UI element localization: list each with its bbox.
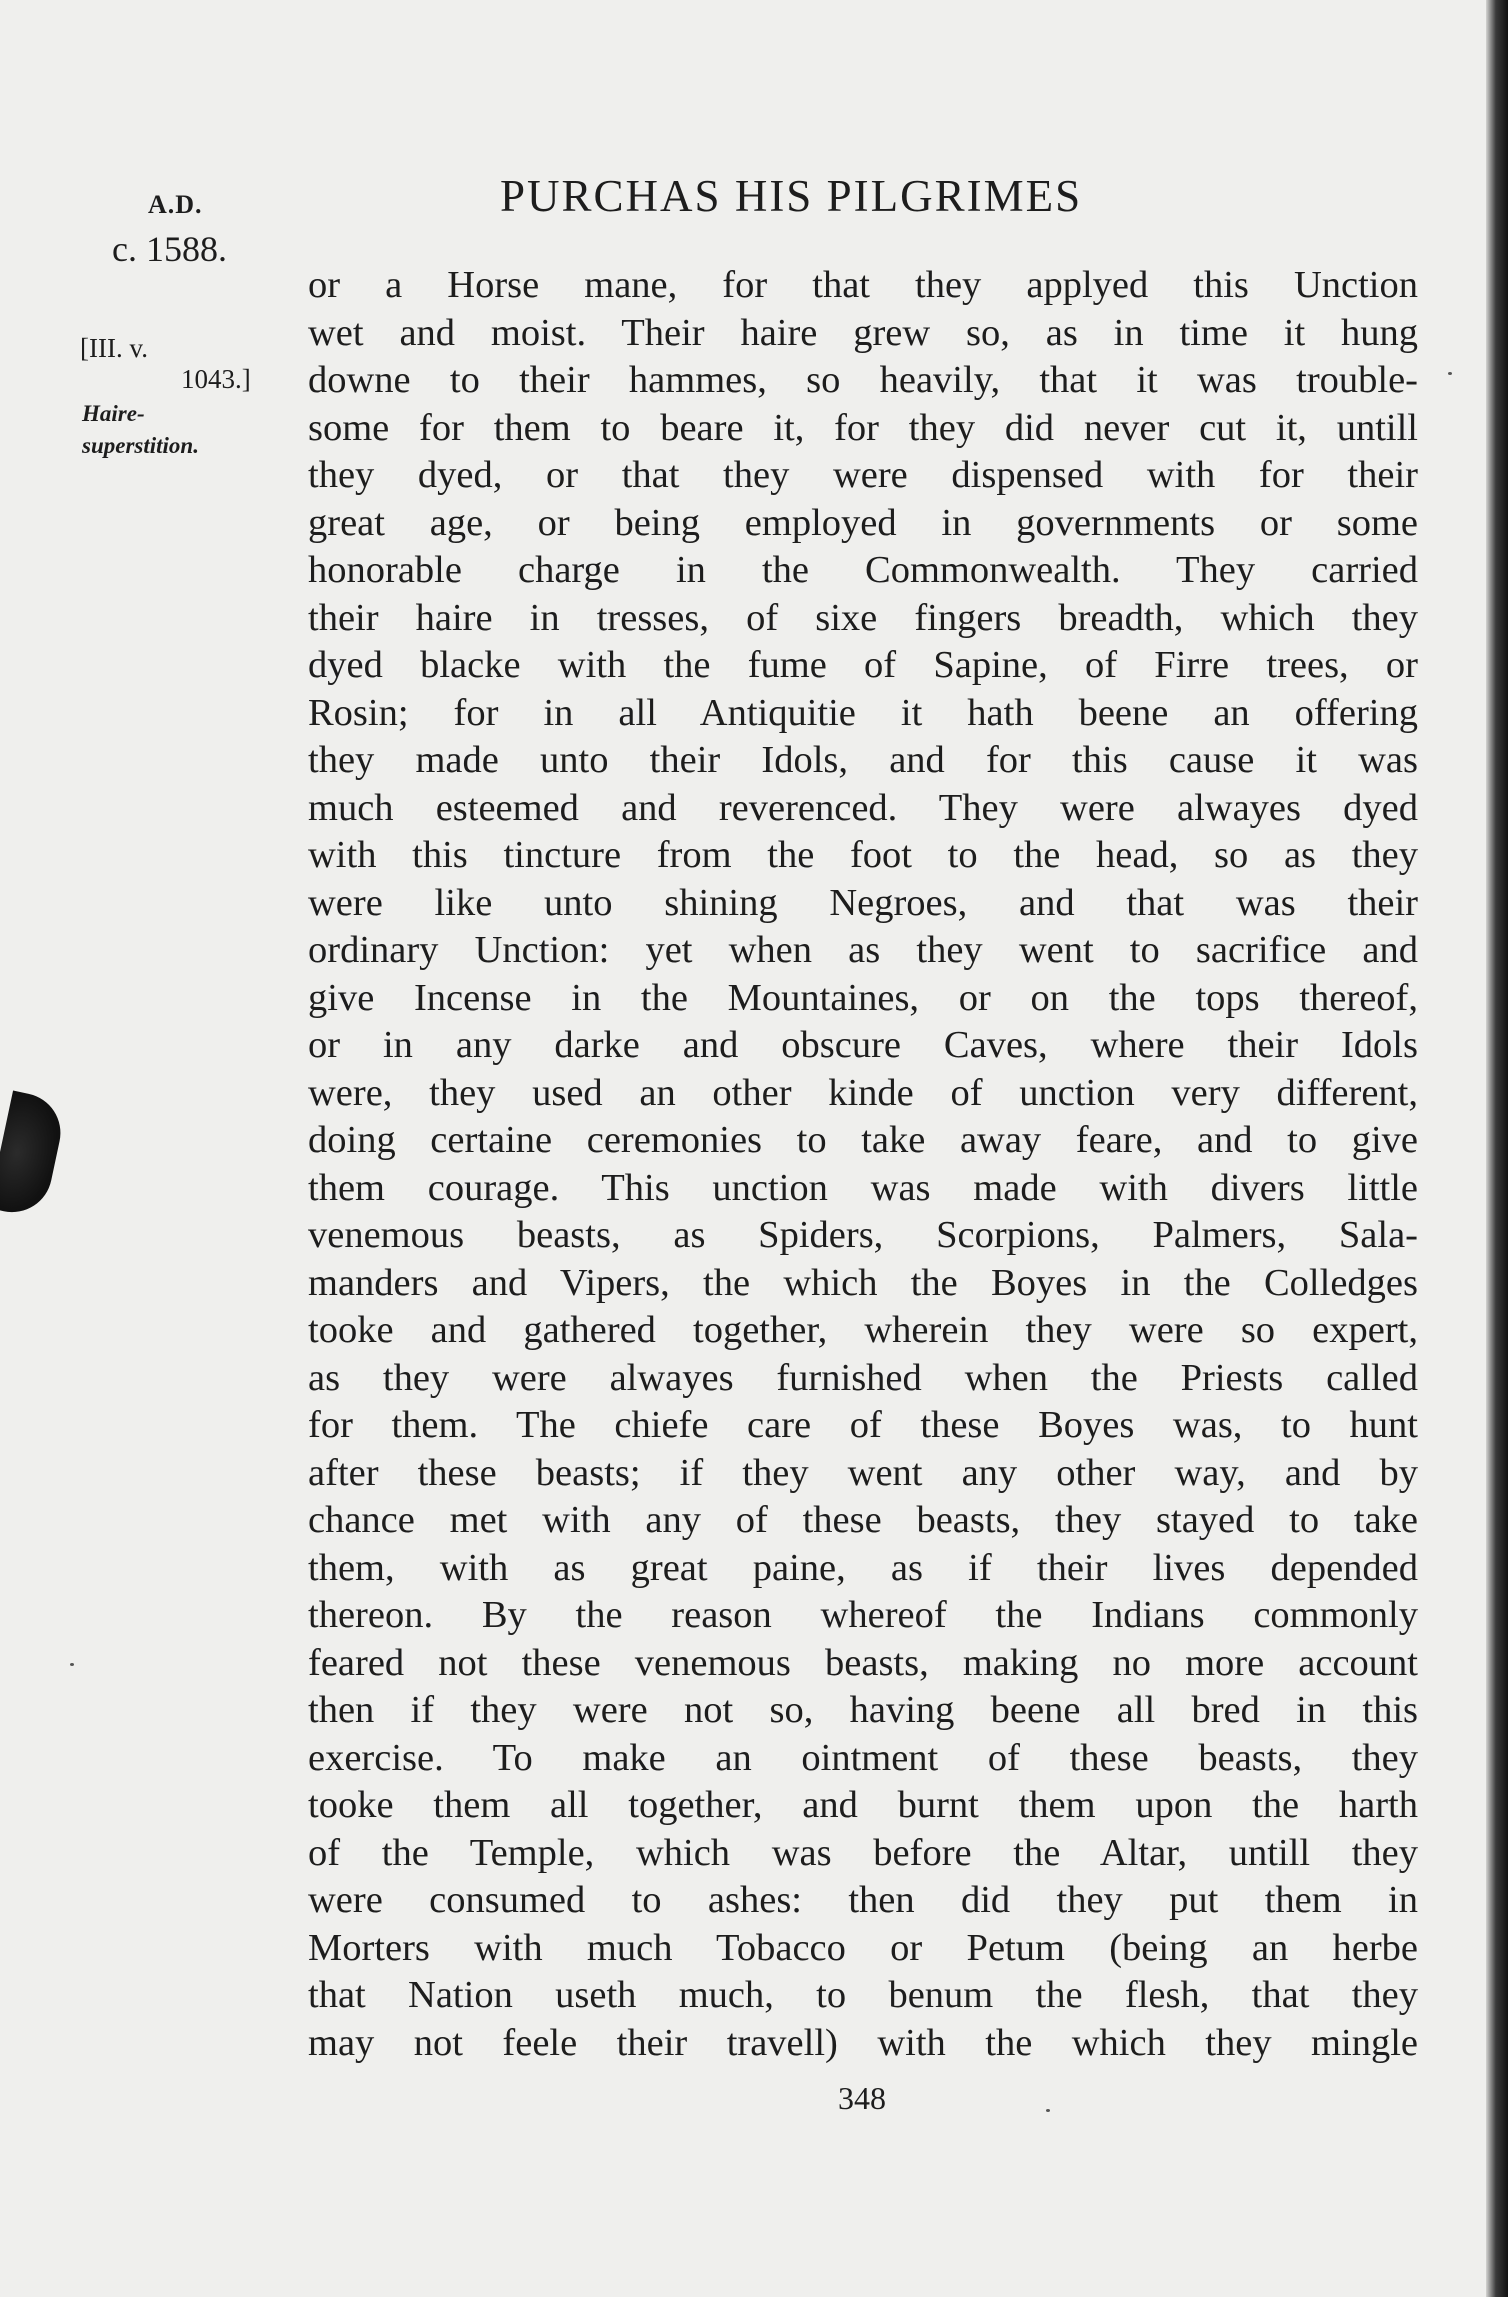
body-line: tooke them all together, and burnt them upon the harth — [308, 1784, 1418, 1826]
scanner-thumb — [0, 1090, 68, 1219]
body-line: may not feele their travell) with the which they mingle — [308, 2021, 1418, 2064]
body-line: exercise. To make an ointment of these beasts, they — [308, 1736, 1418, 1779]
scan-speck — [70, 1663, 74, 1666]
body-line: they made unto their Idols, and for this cause it was — [308, 739, 1418, 781]
body-line: manders and Vipers, the which the Boyes in the Colledges — [308, 1261, 1418, 1304]
body-line: then if they were not so, having beene all bred in this — [308, 1689, 1418, 1731]
side-note-line-2: superstition. — [82, 433, 199, 458]
body-line: after these beasts; if they went any other way, and by — [308, 1451, 1418, 1494]
side-note-line-1: Haire- — [82, 401, 145, 426]
body-line: downe to their hammes, so heavily, that it was trouble- — [308, 359, 1418, 401]
body-line: doing certaine ceremonies to take away feare, and to give — [308, 1119, 1418, 1161]
body-line: some for them to beare it, for they did never cut it, untill — [308, 406, 1418, 449]
body-line: venemous beasts, as Spiders, Scorpions, Palmers, Sala- — [308, 1214, 1418, 1256]
body-line: with this tincture from the foot to the head, so as they — [308, 834, 1418, 876]
page-number: 348 — [838, 2080, 886, 2116]
body-line: tooke and gathered together, wherein they were so expert, — [308, 1309, 1418, 1351]
body-line: were, they used an other kinde of unction very different, — [308, 1071, 1418, 1114]
scan-speck — [1448, 372, 1452, 375]
margin-reference-page: 1043.] — [181, 364, 251, 394]
page-edge-shadow — [1486, 0, 1508, 2297]
body-line: thereon. By the reason whereof the Indians commonly — [308, 1594, 1418, 1636]
margin-reference-volume: [III. v. — [80, 333, 148, 363]
body-line: Morters with much Tobacco or Petum (being an herbe — [308, 1926, 1418, 1969]
body-line: their haire in tresses, of sixe fingers breadth, which they — [308, 596, 1418, 639]
body-text — [308, 262, 1418, 2067]
body-line: were consumed to ashes: then did they put them in — [308, 1879, 1418, 1921]
body-line: wet and moist. Their haire grew so, as in time it hung — [308, 311, 1418, 354]
body-line: of the Temple, which was before the Altar, untill they — [308, 1831, 1418, 1874]
running-head-title: PURCHAS HIS PILGRIMES — [500, 171, 1083, 221]
body-line: great age, or being employed in governments or some — [308, 501, 1418, 544]
body-line: ordinary Unction: yet when as they went to sacrifice and — [308, 929, 1418, 971]
margin-date: c. 1588. — [112, 229, 227, 269]
body-line: feared not these venemous beasts, making no more account — [308, 1641, 1418, 1684]
body-line: much esteemed and reverenced. They were alwayes dyed — [308, 786, 1418, 829]
body-line: them courage. This unction was made with divers little — [308, 1166, 1418, 1209]
body-line: that Nation useth much, to benum the flesh, that they — [308, 1974, 1418, 2016]
body-line: chance met with any of these beasts, they stayed to take — [308, 1499, 1418, 1541]
body-line: give Incense in the Mountaines, or on the tops thereof, — [308, 976, 1418, 1019]
body-line: them, with as great paine, as if their lives depended — [308, 1546, 1418, 1589]
body-line: or in any darke and obscure Caves, where their Idols — [308, 1024, 1418, 1066]
body-line: as they were alwayes furnished when the Priests called — [308, 1356, 1418, 1399]
margin-ad: A.D. — [148, 190, 203, 219]
scan-speck — [1046, 2109, 1050, 2112]
body-line: dyed blacke with the fume of Sapine, of Firre trees, or — [308, 644, 1418, 686]
body-line: or a Horse mane, for that they applyed this Unction — [308, 264, 1418, 306]
body-line: they dyed, or that they were dispensed with for their — [308, 454, 1418, 496]
body-line: were like unto shining Negroes, and that was their — [308, 881, 1418, 924]
body-line: Rosin; for in all Antiquitie it hath beene an offering — [308, 691, 1418, 734]
body-line: honorable charge in the Commonwealth. They carried — [308, 549, 1418, 591]
margin-side-note — [82, 398, 199, 462]
body-line: for them. The chiefe care of these Boyes was, to hunt — [308, 1404, 1418, 1446]
